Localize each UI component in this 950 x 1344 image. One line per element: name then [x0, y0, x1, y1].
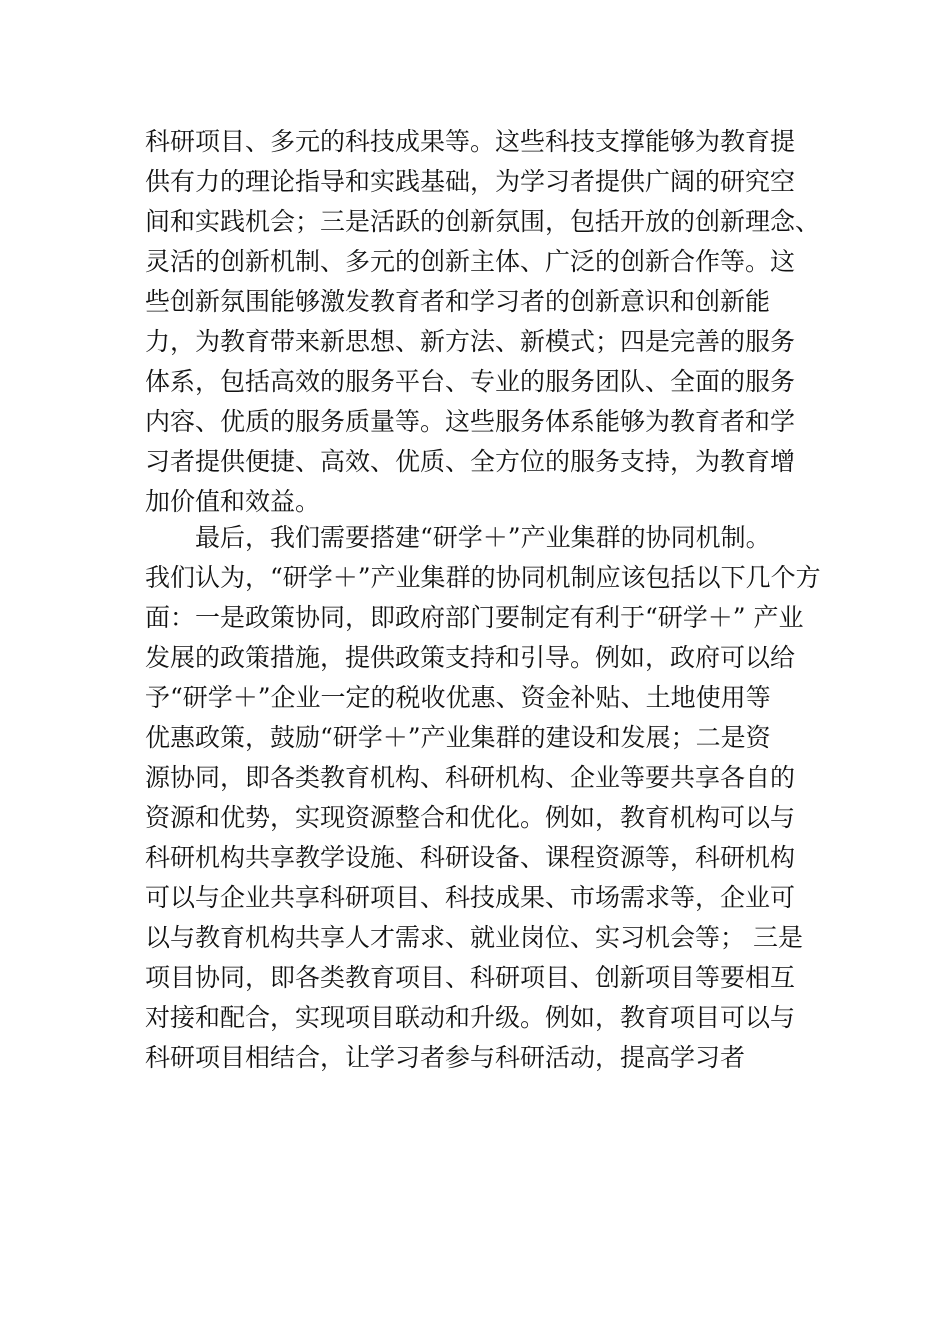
- text-line: 对接和配合，实现项目联动和升级。例如，教育项目可以与: [145, 1003, 796, 1032]
- text-line: 习者提供便捷、高效、优质、全方位的服务支持，为教育增: [145, 447, 796, 476]
- text-line: 以与教育机构共享人才需求、就业岗位、实习机会等； 三是: [145, 923, 803, 952]
- paragraph-collaboration-mechanism: [145, 518, 825, 1078]
- text-line: 科研机构共享教学设施、科研设备、课程资源等，科研机构: [145, 843, 796, 872]
- text-line: 力，为教育带来新思想、新方法、新模式；四是完善的服务: [145, 327, 796, 356]
- text-line: 予“研学＋”企业一定的税收优惠、资金补贴、土地使用等: [145, 683, 771, 712]
- text-line: 资源和优势，实现资源整合和优化。例如，教育机构可以与: [145, 803, 796, 832]
- text-line: 加价值和效益。: [145, 487, 321, 516]
- text-line: 源协同，即各类教育机构、科研机构、企业等要共享各自的: [145, 763, 796, 792]
- text-line: 我们认为，“研学＋”产业集群的协同机制应该包括以下几个方: [145, 563, 821, 592]
- text-line: 可以与企业共享科研项目、科技成果、市场需求等，企业可: [145, 883, 796, 912]
- text-line: 最后，我们需要搭建“研学＋”产业集群的协同机制。: [195, 523, 771, 552]
- text-line: 供有力的理论指导和实践基础，为学习者提供广阔的研究空: [145, 167, 796, 196]
- text-line: 间和实践机会；三是活跃的创新氛围，包括开放的创新理念、: [145, 207, 821, 236]
- text-line: 内容、优质的服务质量等。这些服务体系能够为教育者和学: [145, 407, 796, 436]
- paragraph-continued: [145, 122, 825, 522]
- text-line: 科研项目、多元的科技成果等。这些科技支撑能够为教育提: [145, 127, 796, 156]
- text-line: 科研项目相结合，让学习者参与科研活动，提高学习者: [145, 1043, 746, 1072]
- text-line: 发展的政策措施，提供政策支持和引导。例如，政府可以给: [145, 643, 796, 672]
- text-line: 面：一是政策协同，即政府部门要制定有利于“研学＋” 产业: [145, 603, 804, 632]
- text-line: 项目协同，即各类教育项目、科研项目、创新项目等要相互: [145, 963, 796, 992]
- text-line: 优惠政策，鼓励“研学＋”产业集群的建设和发展；二是资: [145, 723, 771, 752]
- text-line: 体系，包括高效的服务平台、专业的服务团队、全面的服务: [145, 367, 796, 396]
- text-line: 灵活的创新机制、多元的创新主体、广泛的创新合作等。这: [145, 247, 796, 276]
- text-line: 些创新氛围能够激发教育者和学习者的创新意识和创新能: [145, 287, 771, 316]
